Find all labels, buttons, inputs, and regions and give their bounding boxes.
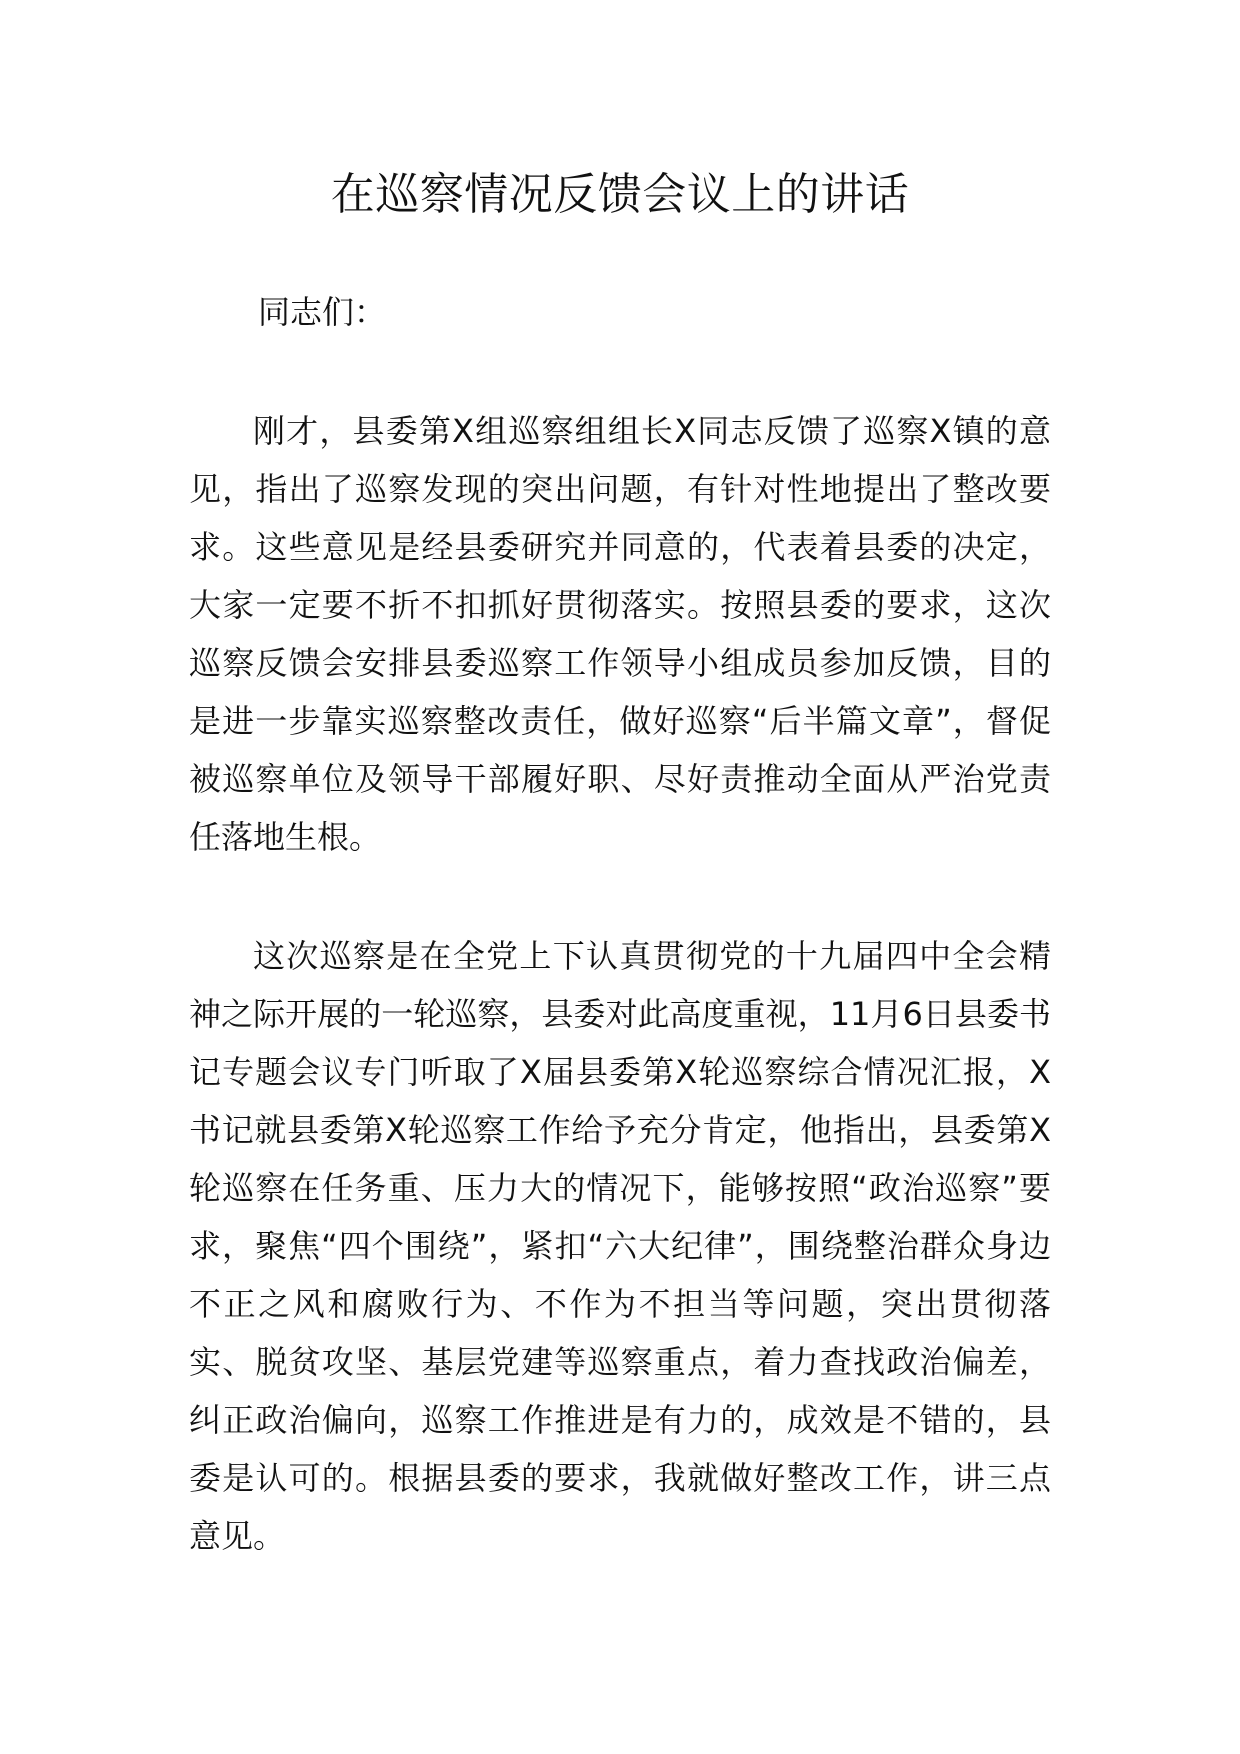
paragraph-2: 这次巡察是在全党上下认真贯彻党的十九届四中全会精神之际开展的一轮巡察，县委对此高度重视，11月6日县委书记专题会议专门听取了X届县委第X轮巡察综合情况汇报，X书记就县委第X轮巡察工作给予充分肯定，他指出，县委第X轮巡察在任务重、压力大的情况下，能够按照“政治巡察”要求，聚焦“四个围绕”，紧扣“六大纪律”，围绕整治群众身边不正之风和腐败行为、不作为不担当等问题，突出贯彻落实、脱贫攻坚、基层党建等巡察重点，着力查找政治偏差，纠正政治偏向，巡察工作推进是有力的，成效是不错的，县委是认可的。根据县委的要求，我就做好整改工作，讲三点意见。 [189,937,1051,1555]
paragraph-1: 刚才，县委第X组巡察组组长X同志反馈了巡察X镇的意见，指出了巡察发现的突出问题，有针对性地提出了整改要求。这些意见是经县委研究并同意的，代表着县委的决定，大家一定要不折不扣抓好贯彻落实。按照县委的要求，这次巡察反馈会安排县委巡察工作领导小组成员参加反馈，目的是进一步靠实巡察整改责任，做好巡察“后半篇文章”，督促被巡察单位及领导干部履好职、尽好责推动全面从严治党责任落地生根。 [189,412,1051,856]
salutation: 同志们： [258,293,387,331]
page-title: 在巡察情况反馈会议上的讲话 [330,169,910,220]
